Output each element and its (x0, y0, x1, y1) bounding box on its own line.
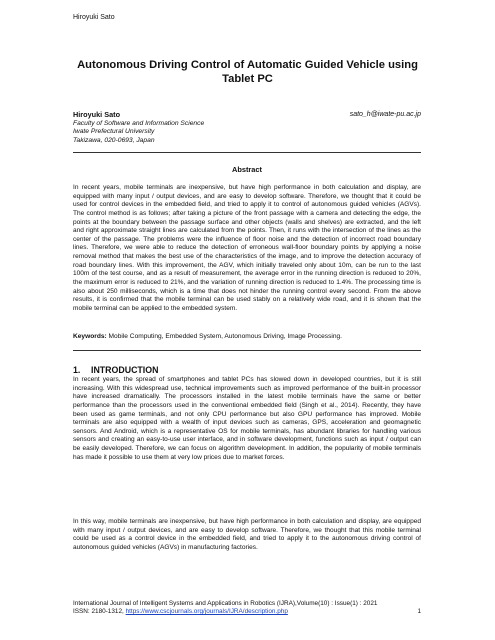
footer-issn: ISSN: 2180-1312, (73, 608, 126, 616)
keywords-label: Keywords: (73, 333, 107, 340)
divider-rule (73, 350, 421, 351)
footer-issn-line (73, 608, 421, 616)
author-email: sato_h@iwate-pu.ac.jp (349, 111, 421, 118)
running-head: Hiroyuki Sato (73, 14, 115, 21)
footer-journal: International Journal of Intelligent Systems and Applications in Robotics (IJRA),Volume(10) : Issue(1) : 2021 (73, 600, 378, 607)
page-footer (73, 600, 421, 617)
author-affiliation-line: Iwate Prefectural University (73, 128, 155, 136)
footer-link[interactable]: https://www.cscjournals.org/journals/IJRA/description.php (125, 608, 288, 616)
paper-title: Autonomous Driving Control of Automatic Guided Vehicle using Tablet PC (77, 59, 418, 85)
page-number: 1 (417, 608, 421, 616)
author-block (73, 111, 421, 145)
abstract-text: In recent years, mobile terminals are inexpensive, but have high performance in both calculation and display, are equipped with many input / output devices, and are easy to develop software. Therefore, we thought that it could be used for control devices in the embedded field, and tried to apply it to control of autonomous guided vehicles (AGVs). The control method is as follows; after taking a picture of the front passage with a camera and detecting the edge, the points at the boundary between the passage surface and other objects (walls and shelves) are extracted, and the left and right approximate straight lines are calculated from the points. Then, it runs with the intersection of the lines as the center of the passage. The problems were the influence of floor noise and the detection of incorrect road boundary lines. Therefore, we were able to reduce the detection of erroneous wall-floor boundary points by applying a noise removal method that makes the best use of the characteristics of the image, and to improve the detection accuracy of road boundary lines. With this improvement, the AGV, which initially traveled only about 10m, can be run to the last 100m of the test course, and as a result of measurement, the average error in the running direction is reduced to 20%, the maximum error is reduced to 21%, and the variation of running direction is reduced to 1.4%. The processing time is also about 250 milliseconds, which is a time that does not hinder the running control every second. From the above results, it is confirmed that the mobile terminal can be used stably on a relatively wide road, and it is shown that the mobile terminal can be applied to the embedded system. (73, 184, 421, 312)
section-title: INTRODUCTION (91, 365, 159, 375)
keywords-text: Mobile Computing, Embedded System, Autonomous Driving, Image Processing. (106, 333, 343, 340)
keywords (73, 333, 421, 340)
author-affiliation-line: Takizawa, 020-0693, Japan (73, 136, 155, 144)
abstract-heading: Abstract (232, 165, 262, 174)
author-name: Hiroyuki Sato (73, 110, 121, 119)
body-paragraph: In recent years, the spread of smartphones and tablet PCs has slowed down in developed countries, but it is still increasing. With this widespread use, technical improvements such as improved performance of the built-in processor have increased dramatically. The processors installed in the latest mobile terminals have the same or better performance than the processors used in the conventional embedded field (Singh et al., 2014). Recently, they have been used as game terminals, and not only CPU performance but also GPU performance has improved. Mobile terminals are also equipped with a wealth of input devices such as cameras, GPS, acceleration and geomagnetic sensors. And Android, which is a representative OS for mobile terminals, has abundant libraries for handling various sensors and creating an easy-to-use user interface, and in software development, functions such as input / output can be easily developed. Therefore, we can focus on algorithm development. In addition, the popularity of mobile terminals has made it possible to use them at very low prices due to market forces. (73, 376, 421, 461)
section-number: 1. (73, 365, 81, 375)
divider-rule (73, 152, 421, 153)
author-affiliation-line: Faculty of Software and Information Science (73, 119, 205, 127)
section-heading (73, 365, 158, 375)
body-paragraph: In this way, mobile terminals are inexpensive, but have high performance in both calculation and display, are equipped with many input / output devices, and are easy to develop software. Therefore, we thought that this mobile terminal could be used as a control device in the embedded field, and tried to apply it to the autonomous driving control of autonomous guided vehicles (AGVs) in manufacturing factories. (73, 518, 421, 551)
